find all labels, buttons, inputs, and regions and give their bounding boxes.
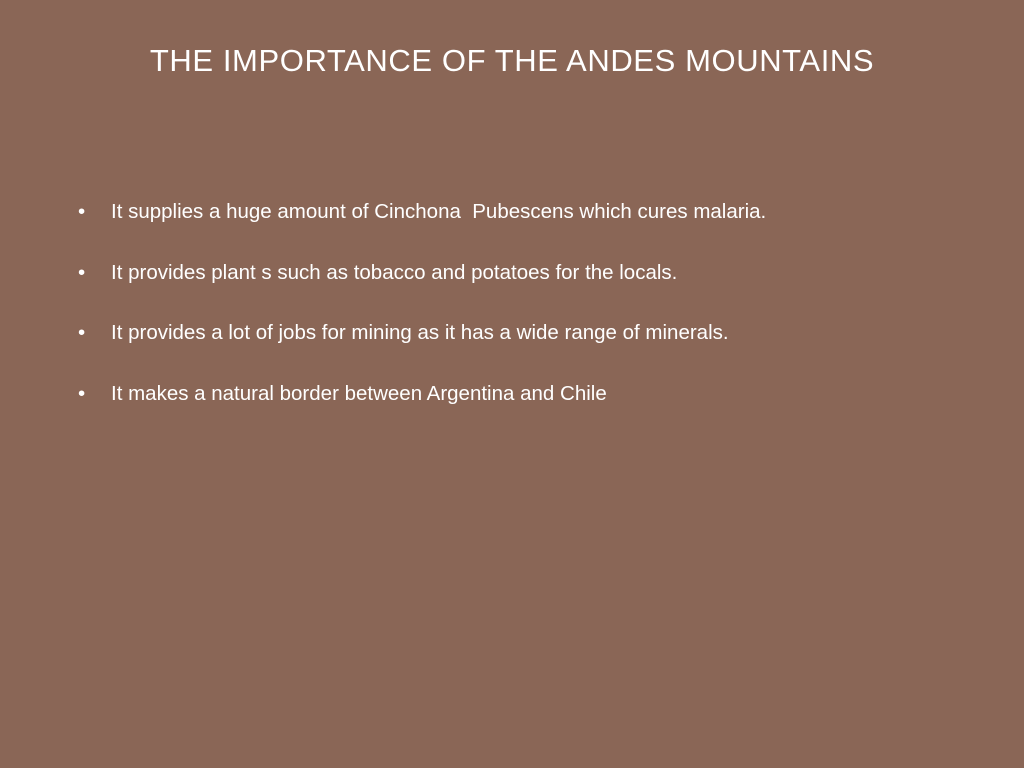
bullet-list bbox=[78, 198, 998, 441]
page-title: THE IMPORTANCE OF THE ANDES MOUNTAINS bbox=[149, 43, 875, 78]
list-item bbox=[78, 198, 998, 226]
list-item bbox=[78, 380, 998, 408]
list-item-text: It supplies a huge amount of Cinchona Pubescens which cures malaria. bbox=[111, 200, 767, 223]
list-item-text: It provides plant s such as tobacco and potatoes for the locals. bbox=[111, 260, 678, 284]
bullet-point-icon: • bbox=[78, 200, 86, 223]
list-item bbox=[78, 259, 998, 287]
bullet-point-icon: • bbox=[78, 382, 86, 406]
list-item bbox=[78, 319, 998, 347]
bullet-point-icon: • bbox=[78, 321, 86, 345]
list-item-text: It makes a natural border between Argentina and Chile bbox=[111, 382, 607, 406]
list-item-text: It provides a lot of jobs for mining as it has a wide range of minerals. bbox=[111, 321, 729, 345]
bullet-point-icon: • bbox=[78, 260, 86, 284]
